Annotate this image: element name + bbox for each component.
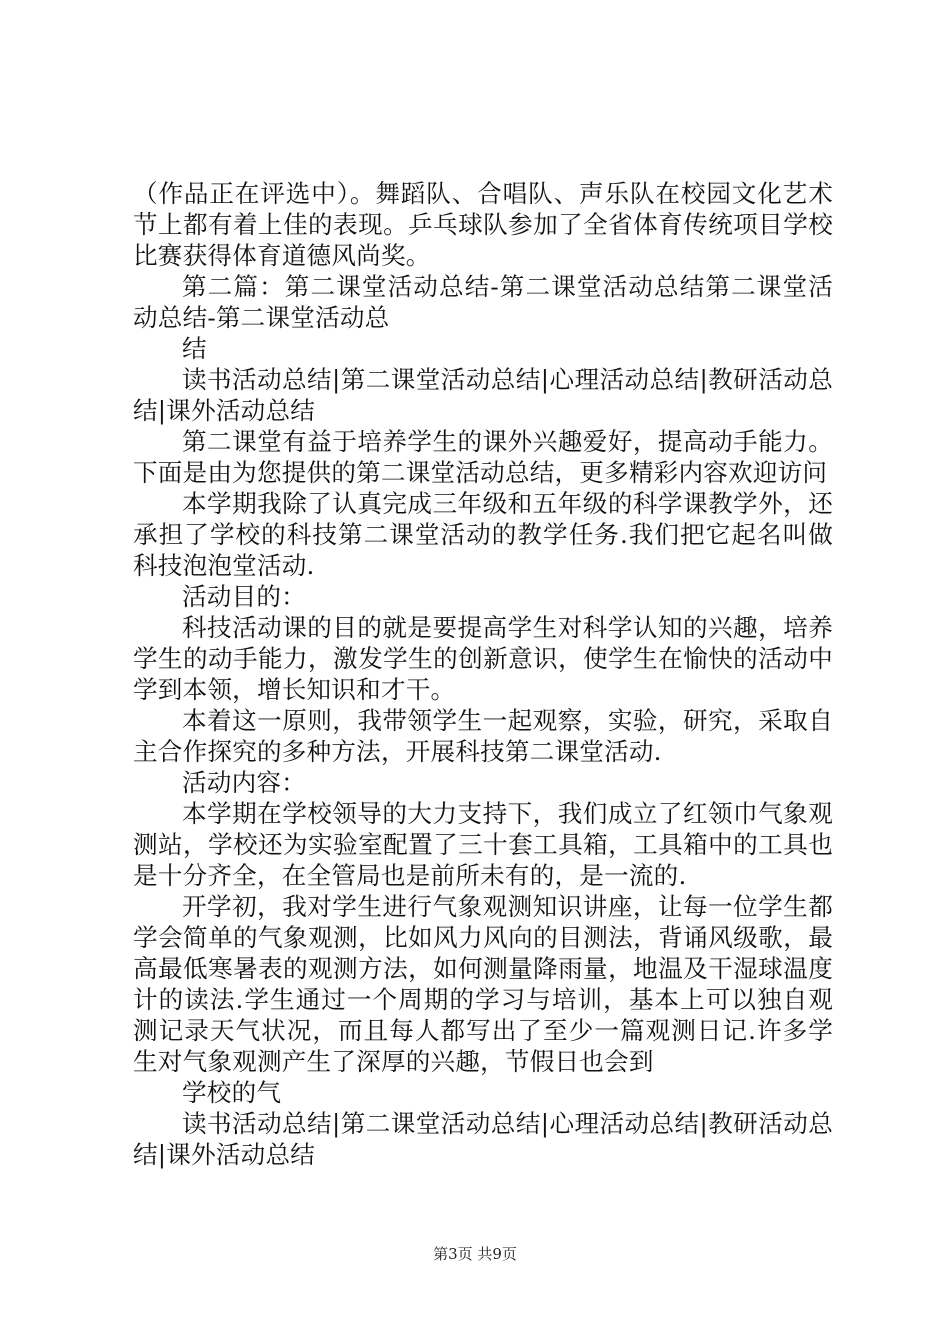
- paragraph: 第二课堂有益于培养学生的课外兴趣爱好，提高动手能力。下面是由为您提供的第二课堂活动总结，更多精彩内容欢迎访问: [133, 427, 833, 487]
- paragraph: 读书活动总结|第二课堂活动总结|心理活动总结|教研活动总结|课外活动总结: [133, 1109, 833, 1169]
- page-footer: [0, 1244, 950, 1264]
- page-number-label: 第3页 共9页: [433, 1245, 517, 1263]
- paragraph: 科技活动课的目的就是要提高学生对科学认知的兴趣，培养学生的动手能力，激发学生的创新意识，使学生在愉快的活动中学到本领，增长知识和才干。: [133, 613, 833, 704]
- paragraph: （作品正在评选中）。舞蹈队、合唱队、声乐队在校园文化艺术节上都有着上佳的表现。乒乓球队参加了全省体育传统项目学校比赛获得体育道德风尚奖。: [133, 179, 833, 270]
- paragraph: 本学期在学校领导的大力支持下，我们成立了红领巾气象观测站，学校还为实验室配置了三十套工具箱，工具箱中的工具也是十分齐全，在全管局也是前所未有的，是一流的.: [133, 799, 833, 890]
- paragraph: 本学期我除了认真完成三年级和五年级的科学课教学外，还承担了学校的科技第二课堂活动的教学任务.我们把它起名叫做科技泡泡堂活动.: [133, 489, 833, 580]
- section-heading: 活动内容：: [182, 768, 306, 797]
- paragraph: 学校的气: [182, 1078, 282, 1107]
- paragraph: 开学初，我对学生进行气象观测知识讲座，让每一位学生都学会简单的气象观测，比如风力风向的目测法，背诵风级歌，最高最低寒暑表的观测方法，如何测量降雨量，地温及干湿球温度计的读法.学生通过一个周期的学习与培训，基本上可以独自观测记录天气状况，而且每人都写出了至少一篇观测日记.许多学生对气象观测产生了深厚的兴趣，节假日也会到: [133, 892, 833, 1076]
- paragraph: 结: [182, 334, 207, 363]
- paragraph: 读书活动总结|第二课堂活动总结|心理活动总结|教研活动总结|课外活动总结: [133, 365, 833, 425]
- paragraph: 第二篇：第二课堂活动总结-第二课堂活动总结第二课堂活动总结-第二课堂活动总: [133, 272, 833, 332]
- paragraph: 本着这一原则，我带领学生一起观察，实验，研究，采取自主合作探究的多种方法，开展科技第二课堂活动.: [133, 706, 833, 766]
- section-heading: 活动目的：: [182, 582, 306, 611]
- document-body: [133, 178, 833, 1170]
